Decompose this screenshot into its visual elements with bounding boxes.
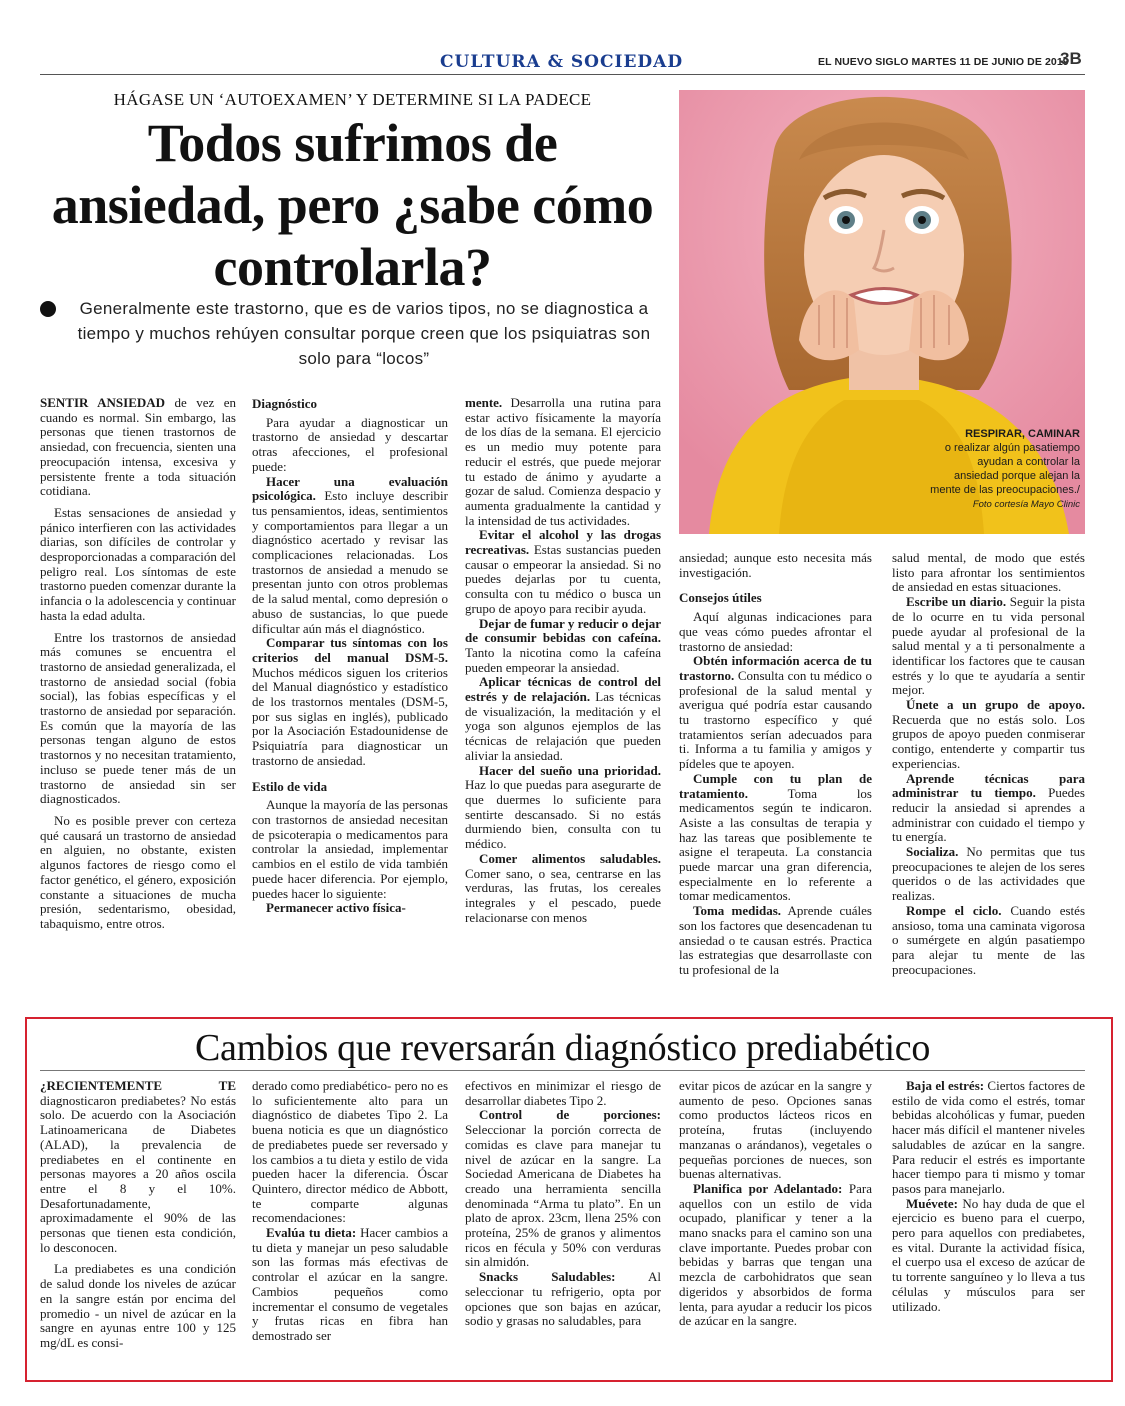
page-number: 3B [1060,49,1082,68]
paragraph-text: No hay duda de que el ejercicio es bueno para el cuerpo, pero para aquellos con prediabetes, es vital. Durante la actividad física, el cuerpo usa el exceso de azúcar de tu torrente sanguíneo y lo lleva a tus células y músculos para ser utilizado. [892,1195,1085,1314]
bold-lead: Únete a un grupo de apoyo. [906,697,1085,713]
paragraph-text: de vez en cuando es normal. Sin embargo, las personas que tienen trastornos de ansiedad, con frecuencia, sienten una preocupación intensa, excesiva y persistente frente a toda situación cotidiana. [40,395,236,499]
bold-lead: Aprende técnicas para administrar tu tiempo. [892,770,1085,801]
bold-lead: Evalúa tu dieta: [266,1225,357,1241]
paragraph-text: Haz lo que puedas para asegurarte de que duermes lo suficiente para sentirte descansado. Si no estás durmiendo bien, consulta con tu médico. [465,777,661,852]
article-column-5 [892,551,1085,977]
lead-in: SENTIR ANSIEDAD [40,395,166,410]
bold-lead: Hacer una evaluación psicológica. [252,473,448,504]
box-column-2 [252,1079,448,1344]
paragraph-text: Seguir la pista de lo ocurre en tu vida personal puede ayudar al profesional de la salud mental y a ti personalmente a identificar los factores que te causan estrés y lo que te ayudaría a sentir mejor. [892,594,1085,698]
header-divider [40,74,1085,75]
paragraph-text: Toma los medicamentos según te indicaron. Asiste a las consultas de terapia y haz las tareas que posiblemente te asigne el terapeuta. La constancia puede marcar una gran diferencia, especialmente en lo referente a tomar medicamentos. [679,785,872,904]
paragraph: La prediabetes es una condición de salud donde los niveles de azúcar en la sangre están por encima del promedio - un nivel de azúcar en la sangre en ayunas entre 100 y 125 mg/dL es consi- [40,1261,236,1350]
box-column-3 [465,1079,661,1329]
box-column-1 [40,1079,236,1351]
paragraph: efectivos en minimizar el riesgo de desarrollar diabetes Tipo 2. [465,1078,661,1108]
paragraph-text: No permitas que tus preocupaciones te alejen de los seres queridos o de las actividades que realizas. [892,844,1086,904]
bold-lead: Obtén información acerca de tu trastorno. [679,653,872,683]
bold-lead: Comparar tus síntomas con los criterios del manual DSM-5. [252,635,448,665]
paragraph: No es posible prever con certeza qué causará un trastorno de ansiedad en alguien, no obstante, existen algunos factores de riesgo como el factor genético, el género, exposición constante a situaciones de mucha presión, sedentarismo, obesidad, tabaquismo, entre otros. [40,812,236,931]
paragraph-text: Esto incluye describir tus pensamientos, ideas, sentimientos y comportamientos para llegar a un diagnóstico acertado y revisar las complicaciones relacionadas. Los trastornos de ansiedad a menudo se presentan junto con otros problemas de la salud mental, como depresión o abuso de sustancias, lo que puede dificultar aún más el diagnóstico. [252,488,448,636]
paragraph-text: Consulta con tu médico o profesional de la salud mental y averigua qué podría estar causando tu trastorno específico y qué tratamientos serían adecuados para ti. Informa a tu familia y amigos y pídeles que te apoyen. [679,667,872,772]
paragraph-text: Comer sano, o sea, centrarse en las verduras, las frutas, los cereales integrales y el pescado, puede relacionarse con menos [465,865,661,925]
photo-caption-text: o realizar algún pasatiempo ayudan a controlar la ansiedad porque alejan la mente de las preocupaciones./ [930,442,1080,496]
paragraph-text: Para aquellos con un estilo de vida ocupado, planificar y tener a la mano snacks para el camino son una clave importante. Puedes probar con bebidas y barras que tengan una mezcla de carbohidratos que sean digeridos y absorbidos de forma lenta, para ayudar a reducir los picos de azúcar en la sangre. [679,1180,873,1329]
paragraph [40,396,236,499]
section-heading: Consejos útiles [679,590,762,606]
paragraph-text: Hacer cambios a tu dieta y manejar un peso saludable son las formas más efectivas de controlar el azúcar en la sangre. Cambios pequeños como incrementar el consumo de vegetales y frutas ricas en fibra han demostrado ser [252,1225,448,1343]
paragraph: Estas sensaciones de ansiedad y pánico interfieren con las actividades diarias, son difíciles de controlar y desproporcionadas a comparación del peligro real. Los síntomas de este trastorno pueden comenzar durante la infancia o la adolescencia y continuar hasta la edad adulta. [40,504,237,623]
paragraph-text: Las técnicas de visualización, la meditación y el yoga son algunos ejemplos de las técnicas de relajación que pueden aliviar la ansiedad. [465,689,661,763]
article-column-3 [465,396,661,925]
paragraph: evitar picos de azúcar en la sangre y aumento de peso. Opciones sanas como productos lácteos ricos en proteína, frutas (incluyendo manzanas o arándanos), vegetales o pequeñas porciones de nueces, son buenas alternativas. [679,1078,872,1182]
bullet-icon [40,301,56,317]
lead-in: ¿RECIENTEMENTE TE [40,1078,236,1093]
bold-lead: Muévete: [906,1195,958,1211]
paragraph: derado como prediabético- pero no es lo suficientemente alto para un diagnóstico de diabetes Tipo 2. La buena noticia es que un diagnóstico de prediabetes puede ser reversado y los cambios a tu dieta y estilo de vida pueden hacer la diferencia. Óscar Quintero, director médico de Abbott, te comparte algunas recomendaciones: [252,1078,449,1226]
paragraph-text: Desarrolla una rutina para estar activo físicamente la mayoría de los días de la semana. El ejercicio es un medio muy potente para reducir el estrés, que puede mejorar tu estado de ánimo y ayudarte a gozar de salud. Comienza despacio y aumenta gradualmente la cantidad y la intensidad de tus actividades. [465,395,662,528]
paragraph-text: Aprende cuáles son los factores que desencadenan tu ansiedad o te causan estrés. Practica las estrategias que desarrollaste con tu profesional de la [679,903,872,977]
bold-lead: Cumple con tu plan de tratamiento. [679,770,872,801]
bold-lead: Planifica por Adelantado: [693,1180,843,1196]
article-subhead: Generalmente este trastorno, que es de varios tipos, no se diagnostica a tiempo y muchos rehúyen consultar porque creen que los psiquiatras son solo para “locos” [77,299,651,368]
paragraph-text: Estas sustancias pueden causar o empeorar la ansiedad. Si no puedes dejarlas por tu cuenta, consulta con tu médico o busca un grupo de apoyo para recibir ayuda. [465,542,661,616]
article-headline: Todos sufrimos de ansiedad, pero ¿sabe cómo controlarla? [51,113,654,297]
section-heading: Estilo de vida [252,778,328,794]
paragraph-text: Muchos médicos siguen los criterios del Manual diagnóstico y estadístico de los trastornos mentales (DSM-5, por sus siglas en inglés), publicado por la Asociación Estadounidense de Psiquiatría para diagnosticar un trastorno de ansiedad. [252,664,448,768]
bold-lead: Baja el estrés: [906,1078,985,1093]
bold-lead: Escribe un diario. [906,594,1007,610]
box-title-divider [40,1070,1085,1071]
paragraph-text: Seleccionar la porción correcta de comidas es clave para manejar tu nivel de azúcar en la sangre. La Sociedad Americana de Diabetes ha creado una herramienta sencilla denominada “Arma tu plato”. En un plato de aprox. 23cm, llena 25% con proteína, 25% de granos y alimentos ricos en fécula y 50% con verduras sin almidón. [465,1122,661,1270]
bold-lead: Dejar de fumar y reducir o dejar de consumir bebidas con cafeína. [465,615,661,646]
bold-lead: Socializa. [906,844,959,860]
article-column-1 [40,396,236,932]
paragraph-text: Ciertos factores de estilo de vida como el estrés, tomar bebidas alcohólicas y fumar, pueden hacer más difícil el mantener niveles saludables de azúcar en la sangre. Para reducir el estrés es importante hacer tiempo para ti mismo y tomar pasos para manejarlo. [892,1078,1085,1196]
section-name: CULTURA & SOCIEDAD [440,52,684,72]
bold-lead: Snacks Saludables: [479,1269,616,1285]
paragraph-text: diagnosticaron prediabetes? No estás solo. De acuerdo con la Asociación Latinoamericana de Diabetes (ALAD), la prevalencia de prediabetes en el continente en personas mayores a 20 años oscila entre el 8 y el 10%. Desafortunadamente, aproximadamente el 90% de las personas que tienen esta condición, lo desconocen. [40,1092,236,1255]
paragraph: Aquí algunas indicaciones para que veas cómo puedes afrontar el trastorno de ansiedad: [679,609,872,654]
article-column-2 [252,393,448,916]
photo-caption-title: RESPIRAR, CAMINAR [965,428,1080,440]
paragraph-text: Recuerda que no estás solo. Los grupos de apoyo pueden conmiserar contigo, entenderte y compartir tus experiencias. [892,711,1085,771]
paragraph-text: Tanto la nicotina como la cafeína pueden empeorar la ansiedad. [465,644,661,675]
bold-lead: Rompe el ciclo. [906,902,1002,918]
paragraph-text: Cuando estés ansioso, toma una caminata vigorosa o sumérgete en algún pasatiempo para alejar tu mente de las preocupaciones. [892,902,1085,977]
paragraph: Para ayudar a diagnosticar un trastorno de ansiedad y descartar otras afecciones, el profesional puede: [252,414,448,474]
paragraph: salud mental, de modo que estés listo para afrontar los sentimientos de ansiedad en estas situaciones. [892,550,1085,595]
paragraph: ansiedad; aunque esto necesita más investigación. [679,550,872,580]
bold-lead: Toma medidas. [693,903,782,919]
photo-credit: Foto cortesía Mayo Clinic [972,499,1080,510]
bold-lead: Hacer del sueño una prioridad. [479,762,661,778]
bold-lead: Control de porciones: [479,1107,661,1123]
box-column-4 [679,1079,872,1329]
box-title: Cambios que reversarán diagnóstico prediabético [194,1027,931,1069]
section-heading: Diagnóstico [252,396,317,411]
paragraph: Entre los trastornos de ansiedad más comunes se encuentra el trastorno de ansiedad generalizada, el trastorno de ansiedad social (fobia social), las fobias específicas y el trastorno de ansiedad por separación. Es común que la mayoría de las personas tengan alguno de estos trastornos y no necesitan tratamiento, incluso se puede tener más de un trastorno de ansiedad sin ser diagnosticados. [40,629,236,807]
article-column-4 [679,551,872,978]
bold-lead: Permanecer activo física- [266,900,406,916]
box-column-5 [892,1079,1085,1314]
paragraph: Aunque la mayoría de las personas con trastornos de ansiedad necesitan de psicoterapia o medicamentos para controlar la ansiedad, implementar cambios en el estilo de vida también puede hacer diferencia. Por ejemplo, puedes hacer lo siguiente: [252,797,448,901]
photo-caption [930,427,1080,512]
paragraph-text: Puedes reducir la ansiedad si aprendes a administrar con cuidado el tiempo y tu energía. [892,785,1085,845]
article-kicker: HÁGASE UN ‘AUTOEXAMEN’ Y DETERMINE SI LA PADECE [113,90,592,109]
bold-lead: Evitar el alcohol y las drogas recreativas. [465,527,661,558]
bold-lead: Comer alimentos saludables. [479,850,661,866]
bold-lead: Aplicar técnicas de control del estrés y de relajación. [465,674,661,705]
bold-lead: mente. [465,395,503,410]
paragraph-text: Al seleccionar tu refrigerio, opta por opciones que son bajas en azúcar, sodio y grasas no saludables, para [465,1269,661,1329]
masthead-date: EL NUEVO SIGLO MARTES 11 DE JUNIO DE 2019 [818,56,1069,68]
